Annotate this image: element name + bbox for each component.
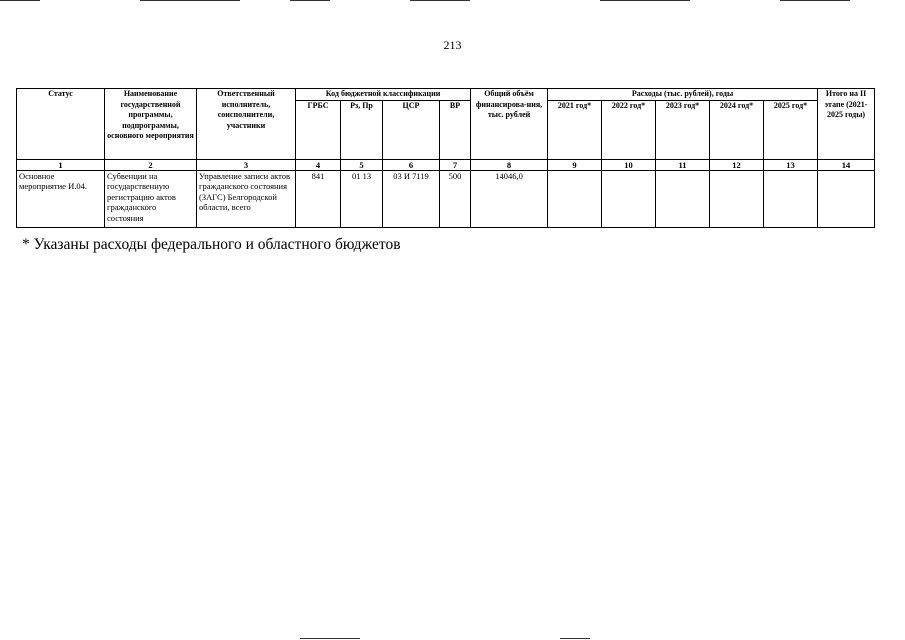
header-year-2023: 2023 год*: [656, 100, 710, 159]
column-number: 11: [656, 159, 710, 170]
cell-2022: [602, 170, 656, 227]
cell-total: 14046,0: [471, 170, 548, 227]
column-number: 8: [471, 159, 548, 170]
column-number: 12: [710, 159, 764, 170]
header-year-2021: 2021 год*: [548, 100, 602, 159]
column-number: 4: [296, 159, 341, 170]
column-number: 1: [17, 159, 105, 170]
cell-2021: [548, 170, 602, 227]
scan-artifact-line: [410, 0, 470, 1]
cell-grbs: 841: [296, 170, 341, 227]
scan-artifact-line: [290, 0, 330, 1]
header-status: Статус: [17, 89, 105, 160]
cell-itogo: [818, 170, 875, 227]
header-csr: ЦСР: [383, 100, 440, 159]
column-number: 2: [105, 159, 197, 170]
scan-artifact-line: [140, 0, 240, 1]
column-number: 10: [602, 159, 656, 170]
cell-2023: [656, 170, 710, 227]
cell-2024: [710, 170, 764, 227]
column-number: 14: [818, 159, 875, 170]
header-budget-code: Код бюджетной классификации: [296, 89, 471, 101]
column-number: 13: [764, 159, 818, 170]
footnote: * Указаны расходы федерального и областного бюджетов: [22, 236, 401, 253]
cell-status: Основное мероприятие И.04.: [17, 170, 105, 227]
header-responsible: Ответственный исполнитель, соисполнители, участники: [197, 89, 296, 160]
column-number: 3: [197, 159, 296, 170]
cell-rzpr: 01 13: [341, 170, 383, 227]
header-rzpr: Рз, Пр: [341, 100, 383, 159]
table-row: [17, 170, 875, 227]
header-vr: ВР: [440, 100, 471, 159]
header-year-2024: 2024 год*: [710, 100, 764, 159]
cell-name: Субвенции на государственную регистрацию актов гражданского состояния: [105, 170, 197, 227]
column-number: 9: [548, 159, 602, 170]
scan-artifact-line: [300, 638, 360, 639]
cell-2025: [764, 170, 818, 227]
header-name: Наименование государственной программы, подпрограммы, основного мероприятия: [105, 89, 197, 160]
header-year-2025: 2025 год*: [764, 100, 818, 159]
scan-artifact-line: [780, 0, 850, 1]
column-number-row: [17, 159, 875, 170]
column-number: 5: [341, 159, 383, 170]
scan-artifact-line: [0, 0, 40, 1]
scan-artifact-line: [560, 638, 590, 639]
scan-artifact-line: [600, 0, 690, 1]
header-total-volume: Общий объём финансирова-ния, тыс. рублей: [471, 89, 548, 160]
header-itogo: Итого на II этапе (2021-2025 годы): [818, 89, 875, 160]
header-row-top: [17, 89, 875, 101]
cell-csr: 03 И 7119: [383, 170, 440, 227]
cell-vr: 500: [440, 170, 471, 227]
header-year-2022: 2022 год*: [602, 100, 656, 159]
column-number: 6: [383, 159, 440, 170]
column-number: 7: [440, 159, 471, 170]
header-grbs: ГРБС: [296, 100, 341, 159]
cell-responsible: Управление записи актов гражданского состояния (ЗАГС) Белгородской области, всего: [197, 170, 296, 227]
header-expenses: Расходы (тыс. рублей), годы: [548, 89, 818, 101]
budget-table: [16, 88, 875, 228]
page-number: 213: [443, 38, 462, 52]
